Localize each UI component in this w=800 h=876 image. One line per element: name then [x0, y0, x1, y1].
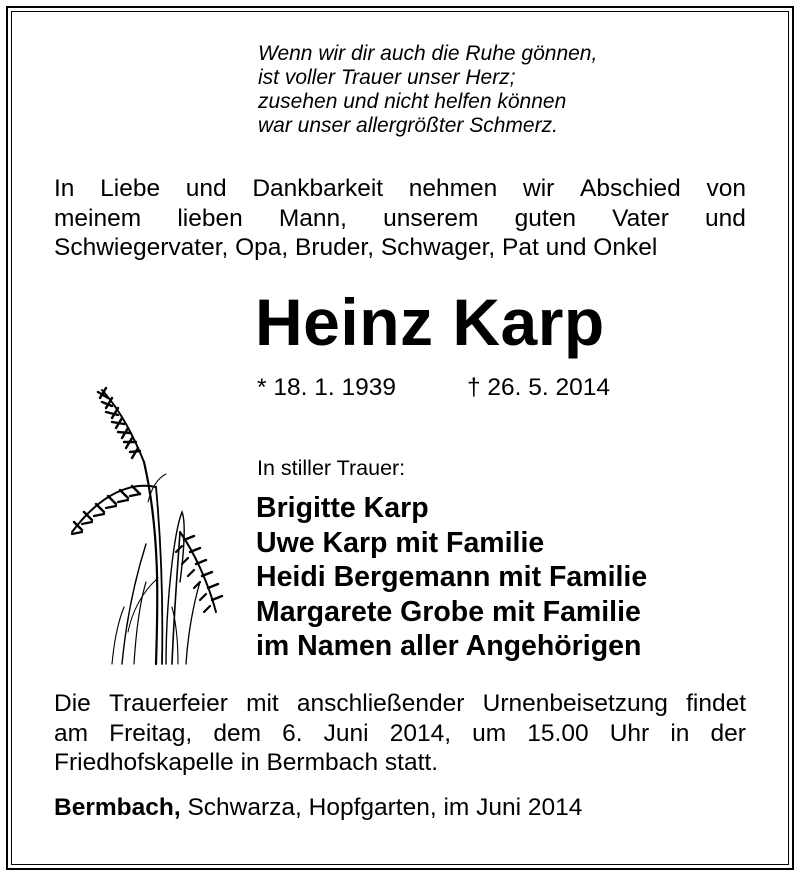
word: 2014,	[389, 719, 452, 747]
word: Vater	[612, 204, 669, 232]
life-dates	[257, 372, 611, 404]
word: Freitag,	[109, 719, 193, 747]
mourner-name: Heidi Bergemann mit Familie	[256, 561, 648, 593]
funeral-line-1	[54, 689, 746, 719]
word: Juni	[323, 719, 369, 747]
funeral-info	[54, 689, 746, 778]
intro-text	[54, 174, 746, 263]
deceased-name: Heinz Karp	[255, 285, 605, 359]
word: und	[705, 204, 746, 232]
word: meinem	[54, 204, 142, 232]
word: um	[472, 719, 507, 747]
word: mit	[246, 690, 279, 717]
word: Dankbarkeit	[252, 175, 384, 202]
word: der	[710, 719, 746, 747]
word: und	[185, 175, 227, 202]
funeral-line-2	[54, 719, 746, 749]
word: unserem	[383, 204, 479, 232]
poem-line: war unser allergrößter Schmerz.	[258, 114, 558, 137]
word: anschließender	[296, 690, 465, 717]
word: lieben	[177, 204, 243, 232]
mourner-name: Uwe Karp mit Familie	[256, 526, 545, 559]
mourners-list	[256, 491, 647, 664]
word: Abschied	[579, 175, 681, 202]
death-date: † 26. 5. 2014	[467, 374, 611, 401]
word: Uhr	[609, 719, 650, 747]
word: Mann,	[278, 204, 347, 232]
mourner-name: Margarete Grobe mit Familie	[256, 595, 641, 628]
poem-line: ist voller Trauer unser Herz;	[258, 66, 516, 89]
place-bold: Bermbach,	[54, 794, 181, 821]
intro-line-2	[54, 204, 746, 234]
word: Die	[54, 690, 91, 717]
mourner-name: Brigitte Karp	[256, 492, 429, 524]
funeral-line-3: Friedhofskapelle in Bermbach statt.	[54, 749, 439, 776]
intro-line-1	[54, 174, 746, 204]
word: am	[54, 719, 89, 747]
word: wir	[523, 175, 555, 202]
word: In	[54, 175, 75, 202]
place-rest: Schwarza, Hopfgarten, im Juni 2014	[180, 794, 583, 821]
word: in	[670, 719, 690, 747]
intro-line-3: Schwiegervater, Opa, Bruder, Schwager, Pat und Onkel	[54, 234, 658, 261]
word: nehmen	[408, 175, 498, 202]
poem-line: zusehen und nicht helfen können	[258, 90, 567, 113]
mourner-name: im Namen aller Angehörigen	[256, 630, 642, 662]
poem-line: Wenn wir dir auch die Ruhe gönnen,	[258, 42, 598, 65]
word: von	[706, 175, 746, 202]
word: Liebe	[100, 175, 161, 202]
word: 15.00	[527, 719, 589, 747]
word: guten	[514, 204, 576, 232]
mourning-label: In stiller Trauer:	[257, 456, 406, 480]
word: Trauerfeier	[108, 690, 228, 717]
word: findet	[686, 690, 746, 717]
poem	[258, 42, 678, 138]
word: 6.	[282, 719, 303, 747]
wheat-icon	[62, 382, 232, 672]
place-date-line	[54, 793, 582, 823]
word: Urnenbeisetzung	[482, 690, 668, 717]
word: dem	[213, 719, 261, 747]
birth-date: * 18. 1. 1939	[257, 374, 396, 401]
